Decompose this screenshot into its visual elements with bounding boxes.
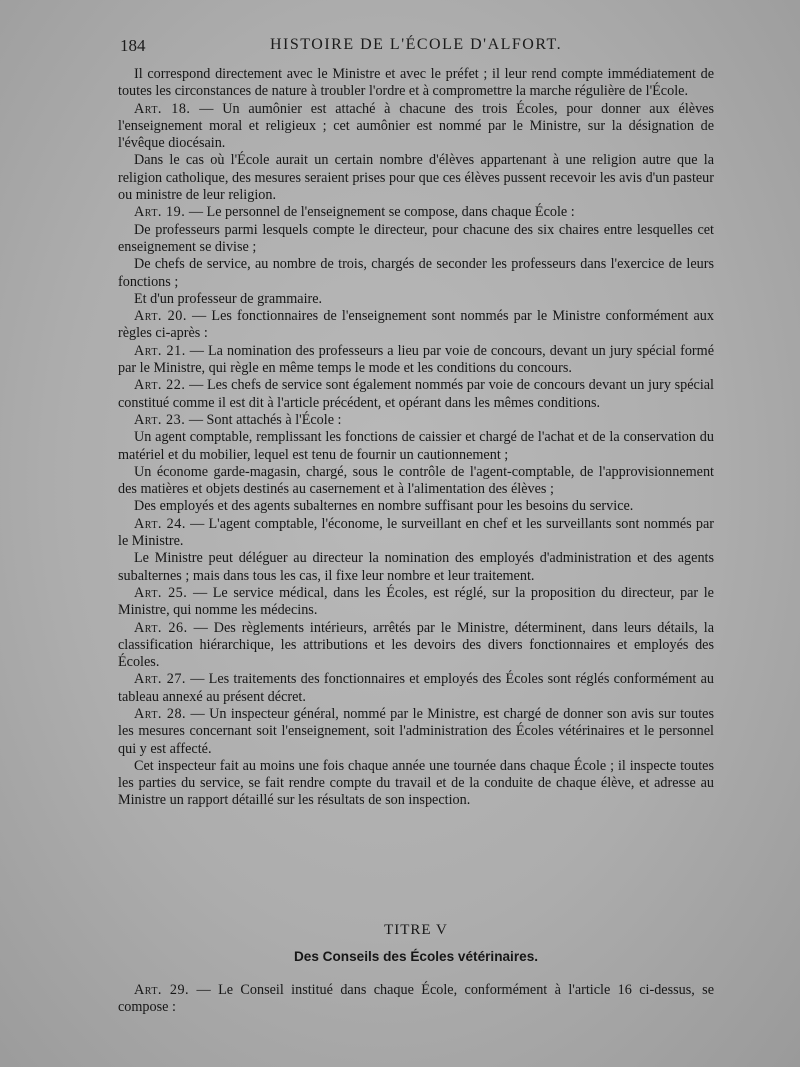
body-paragraph [118,222,714,257]
body-paragraph [118,152,714,204]
article-paragraph [118,585,714,620]
paragraph-text: — L'agent comptable, l'économe, le surveillant en chef et les surveillants sont nommés par le Ministre. [118,515,714,550]
body-text [118,66,714,810]
final-paragraph-block [118,982,714,1017]
page-number: 184 [120,36,146,55]
body-paragraph [118,429,714,464]
article-label: Art. 21. [134,342,186,359]
article-paragraph [118,204,714,221]
paragraph-text: — Le Conseil institué dans chaque École, conformément à l'article 16 ci-dessus, se compose : [118,982,714,1016]
article-paragraph [118,982,714,1017]
article-label: Art. 18. [134,100,191,117]
body-paragraph [118,498,714,515]
article-paragraph [118,412,714,429]
body-paragraph [118,550,714,585]
paragraph-text: — La nomination des professeurs a lieu par voie de concours, devant un jury spécial formé par le Ministre, qui règle en même temps le mode et les conditions du concours. [118,342,714,377]
paragraph-text: — Le personnel de l'enseignement se compose, dans chaque École : [185,204,575,221]
article-paragraph [118,620,714,672]
body-paragraph [118,256,714,291]
article-label: Art. 25. [134,584,188,601]
paragraph-text: Des employés et des agents subalternes en nombre suffisant pour les besoins du service. [134,498,634,515]
article-label: Art. 28. [134,705,187,722]
article-label: Art. 27. [134,671,186,688]
article-label: Art. 23. [134,411,186,428]
paragraph-text: — Les fonctionnaires de l'enseignement sont nommés par le Ministre conformément aux règles ci-après : [118,308,714,342]
section-titre: TITRE V [384,922,448,938]
paragraph-text: Le Ministre peut déléguer au directeur la nomination des employés d'administration et des agents subalternes ; mais dans tous les cas, il fixe leur nombre et leur traitement. [118,550,714,584]
body-paragraph [118,66,714,101]
body-paragraph [118,758,714,810]
article-label: Art. 26. [134,619,188,636]
article-label: Art. 20. [134,308,187,325]
paragraph-text: Il correspond directement avec le Ministre et avec le préfet ; il leur rend compte immédiatement de toutes les circonstances de nature à troubler l'ordre et à compromettre la marche régulière de l'École. [118,66,714,100]
paragraph-text: Un économe garde-magasin, chargé, sous le contrôle de l'agent-comptable, de l'approvisionnement des matières et objets destinés au casernement et à l'alimentation des élèves ; [118,463,714,498]
article-paragraph [118,671,714,706]
article-label: Art. 19. [134,204,186,221]
paragraph-text: — Des règlements intérieurs, arrêtés par le Ministre, déterminent, dans leurs détails, la classification hiérarchique, les attributions et les devoirs des divers fonctionnaires et employés des Écoles. [118,619,714,671]
paragraph-text: De professeurs parmi lesquels compte le directeur, pour chacune des six chaires entre lesquelles cet enseignement se divise ; [118,221,714,255]
article-paragraph [118,343,714,378]
paragraph-text: Un agent comptable, remplissant les fonctions de caissier et chargé de l'achat et de la conservation du matériel et du mobilier, lequel est tenu de fournir un cautionnement ; [118,429,714,463]
article-label: Art. 22. [134,377,186,394]
page-header [120,36,716,60]
paragraph-text: Dans le cas où l'École aurait un certain nombre d'élèves appartenant à une religion autre que la religion catholique, des mesures seraient prises pour que ces élèves pussent recevoir les avis d'un pasteur ou ministre de leur religion. [118,152,714,204]
section-heading [118,922,714,964]
article-label: Art. 29. [134,982,190,998]
section-subtitle: Des Conseils des Écoles vétérinaires. [293,949,539,964]
article-label: Art. 24. [134,515,186,532]
article-paragraph [118,516,714,551]
paragraph-text: — Sont attachés à l'École : [185,411,342,428]
article-paragraph [118,101,714,153]
body-paragraph [118,291,714,308]
article-paragraph [118,706,714,758]
paragraph-text: Et d'un professeur de grammaire. [134,290,323,307]
article-paragraph [118,308,714,343]
body-paragraph [118,464,714,499]
paragraph-text: — Les chefs de service sont également nommés par voie de concours devant un jury spécial constitué comme il est dit à l'article précédent, et opérant dans les mêmes conditions. [118,377,714,411]
paragraph-text: — Les traitements des fonctionnaires et employés des Écoles sont réglés conformément au tableau annexé au présent décret. [118,671,714,705]
paragraph-text: — Un inspecteur général, nommé par le Ministre, est chargé de donner son avis sur toutes les mesures concernant soit l'enseignement, soit l'administration des Écoles vétérinaires et le personnel qui y est affecté. [118,705,714,757]
paragraph-text: De chefs de service, au nombre de trois, chargés de seconder les professeurs dans l'exercice de leurs fonctions ; [118,256,714,290]
article-paragraph [118,377,714,412]
paragraph-text: — Un aumônier est attaché à chacune des trois Écoles, pour donner aux élèves l'enseignement moral et religieux ; cet aumônier est nommé par le Ministre, sur la désignation de l'évêque diocésain. [118,100,714,152]
running-head: HISTOIRE DE L'ÉCOLE D'ALFORT. [270,36,563,53]
paragraph-text: — Le service médical, dans les Écoles, est réglé, sur la proposition du directeur, par le Ministre, qui nomme les médecins. [118,584,714,619]
paragraph-text: Cet inspecteur fait au moins une fois chaque année une tournée dans chaque École ; il inspecte toutes les parties du service, se fait rendre compte du travail et de la conduite de chaque élève, et adresse au Ministre un rapport détaillé sur les résultats de son inspection. [118,757,714,809]
